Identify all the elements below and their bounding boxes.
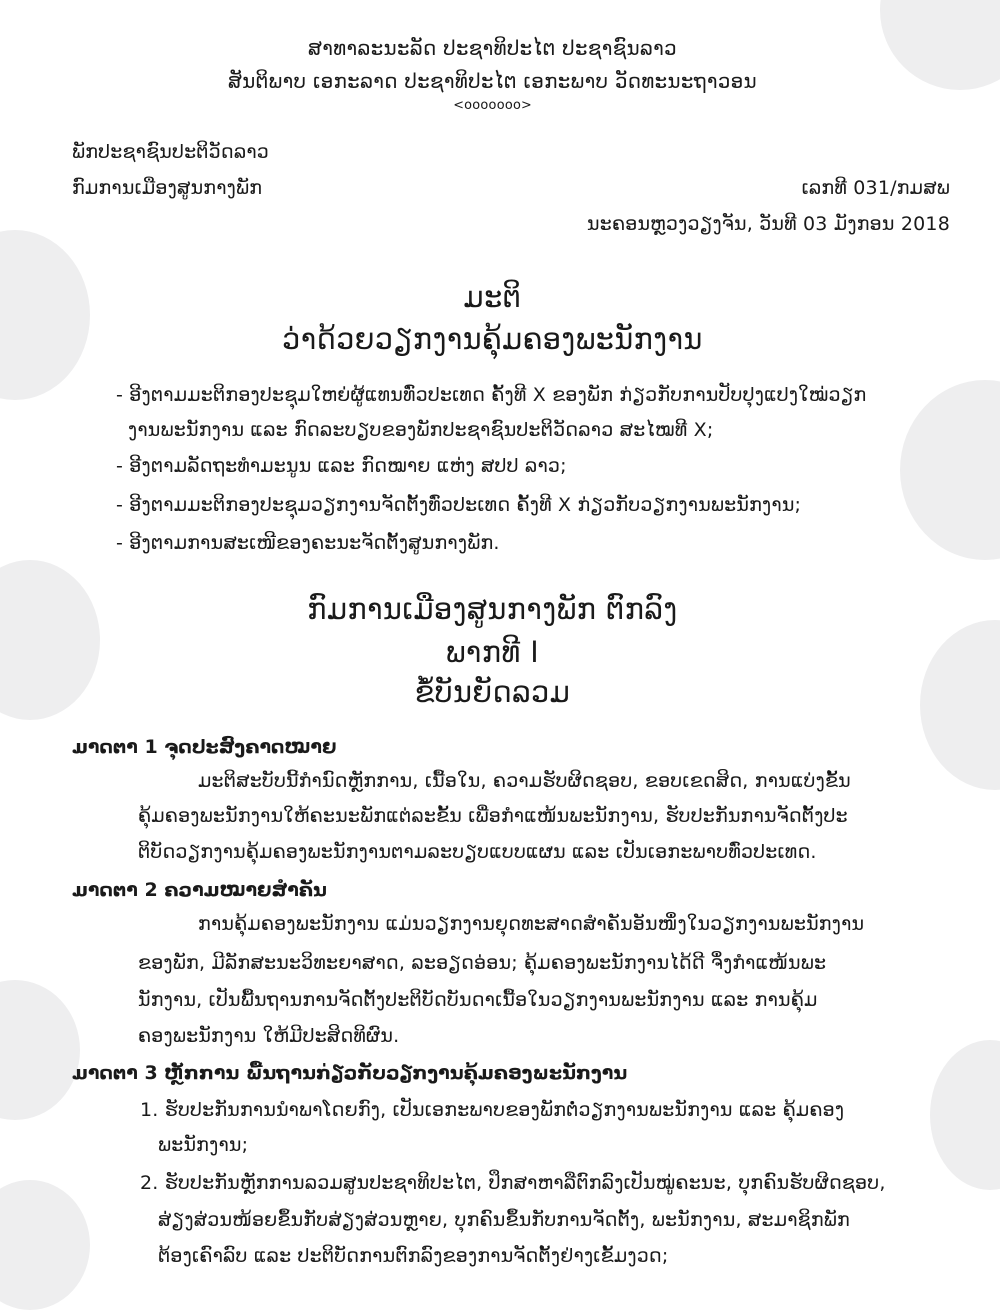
article-heading: ມາດຕາ 1 ຈຸດປະສົງຄາດໝາຍ — [72, 736, 337, 758]
article-heading: ມາດຕາ 2 ຄວາມໝາຍສຳຄັນ — [72, 879, 327, 901]
article-line: 2. ຮັບປະກັນຫຼັກການລວມສູນປະຊາທິປະໄຕ, ປຶກສາຫາລືຕົກລົງເປັນໝູ່ຄະນະ, ບຸກຄົນຮັບຜິດຊອບ, — [140, 1172, 886, 1194]
preamble-line: ງານພະນັກງານ ແລະ ກົດລະບຽບຂອງພັກປະຊາຊົນປະຕິວັດລາວ ສະໄໝທີ X; — [128, 419, 714, 441]
issuer-party: ພັກປະຊາຊົນປະຕິວັດລາວ — [72, 141, 270, 163]
national-header-ornament: <໐໐໐໐໐໐໐> — [453, 98, 532, 113]
preamble-line: - ອີງຕາມການສະເໜີຂອງຄະນະຈັດຕັ້ງສູນກາງພັກ. — [116, 532, 500, 554]
article-line: ການຄຸ້ມຄອງພະນັກງານ ແມ່ນວຽກງານຍຸດທະສາດສຳຄັນອັນໜຶ່ງໃນວຽກງານພະນັກງານ — [198, 913, 865, 935]
document-subtitle: ວ່າດ້ວຍວຽກງານຄຸ້ມຄອງພະນັກງານ — [282, 322, 703, 356]
article-line: ມະຕິສະບັບນີ້ກຳນົດຫຼັກການ, ເນື້ອໃນ, ຄວາມຮັບຜິດຊອບ, ຂອບເຂດສິດ, ການແບ່ງຂັ້ນ — [198, 770, 851, 792]
article-heading: ມາດຕາ 3 ຫຼັກການ ພື້ນຖານກ່ຽວກັບວຽກງານຄຸ້ມຄອງພະນັກງານ — [72, 1062, 628, 1084]
decision-heading: ກົມການເມືອງສູນກາງພັກ ຕົກລົງ — [307, 592, 678, 626]
article-line: ຄອງພະນັກງານ ໃຫ້ມີປະສິດທິຜົນ. — [138, 1025, 400, 1047]
document-number: ເລກທີ 031/ກມສພ — [801, 177, 950, 199]
article-line: ພະນັກງານ; — [158, 1134, 249, 1156]
article-line: ຄຸ້ມຄອງພະນັກງານໃຫ້ຄະນະພັກແຕ່ລະຂັ້ນ ເພື່ອກຳແໜ້ນພະນັກງານ, ຮັບປະກັນການຈັດຕັ້ງປະ — [138, 805, 848, 827]
issuer-committee: ກົມການເມືອງສູນກາງພັກ — [72, 177, 263, 199]
preamble-line: - ອີງຕາມລັດຖະທຳມະນູນ ແລະ ກົດໝາຍ ແຫ່ງ ສປປ ລາວ; — [116, 455, 567, 477]
preamble-line: - ອີງຕາມມະຕິກອງປະຊຸມໃຫຍ່ຜູ້ແທນທົ່ວປະເທດ ຄັ້ງທີ X ຂອງພັກ ກ່ຽວກັບການປັບປຸງແປງໃໝ່ວຽກ — [116, 384, 867, 406]
place-and-date: ນະຄອນຫຼວງວຽງຈັນ, ວັນທີ 03 ມັງກອນ 2018 — [587, 213, 950, 235]
preamble-line: - ອີງຕາມມະຕິກອງປະຊຸມວຽກງານຈັດຕັ້ງທົ່ວປະເທດ ຄັ້ງທີ X ກ່ຽວກັບວຽກງານພະນັກງານ; — [116, 494, 802, 516]
article-line: ຂອງພັກ, ມີລັກສະນະວິທະຍາສາດ, ລະອຽດອ່ອນ; ຄຸ້ມຄອງພະນັກງານໄດ້ດີ ຈຶ່ງກຳແໜ້ນພະ — [138, 952, 827, 974]
part-title: ຂໍ້ບັນຍັດລວມ — [414, 675, 571, 709]
national-header-line-1: ສາທາລະນະລັດ ປະຊາທິປະໄຕ ປະຊາຊົນລາວ — [307, 36, 678, 60]
article-line: 1. ຮັບປະກັນການນຳພາໂດຍກົງ, ເປັນເອກະພາບຂອງພັກຕໍ່ວຽກງານພະນັກງານ ແລະ ຄຸ້ມຄອງ — [140, 1099, 845, 1121]
document-title: ມະຕິ — [463, 280, 522, 314]
national-header-line-2: ສັນຕິພາບ ເອກະລາດ ປະຊາທິປະໄຕ ເອກະພາບ ວັດທະນະຖາວອນ — [228, 69, 757, 93]
article-line: ນັກງານ, ເປັນພື້ນຖານການຈັດຕັ້ງປະຕິບັດບັນດາເນື້ອໃນວຽກງານພະນັກງານ ແລະ ການຄຸ້ມ — [138, 989, 818, 1011]
part-number: ພາກທີ I — [445, 635, 540, 669]
article-line: ຕິບັດວຽກງານຄຸ້ມຄອງພະນັກງານຕາມລະບຽບແບບແຜນ ແລະ ເປັນເອກະພາບທົ່ວປະເທດ. — [138, 841, 817, 863]
article-line: ຕ້ອງເຄົາລົບ ແລະ ປະຕິບັດການຕົກລົງຂອງການຈັດຕັ້ງຢ່າງເຂັ້ມງວດ; — [158, 1245, 669, 1267]
article-line: ສ່ຽງສ່ວນໜ້ອຍຂຶ້ນກັບສ່ຽງສ່ວນຫຼາຍ, ບຸກຄົນຂຶ້ນກັບການຈັດຕັ້ງ, ພະນັກງານ, ສະມາຊິກພັກ — [158, 1209, 850, 1231]
